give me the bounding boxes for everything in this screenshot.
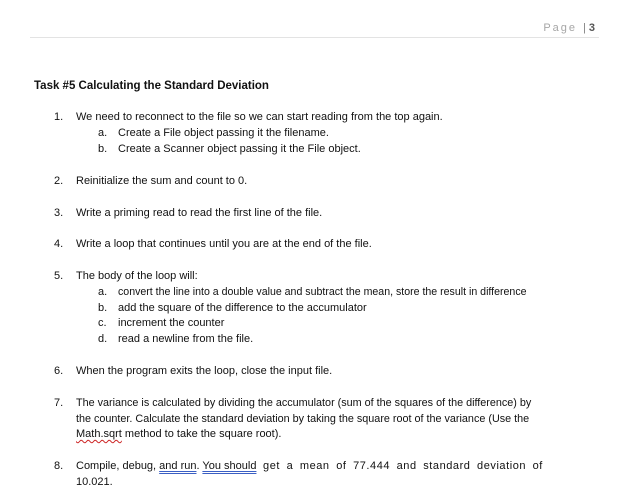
step-text: We need to reconnect to the file so we can start reading from the top again. — [76, 111, 443, 123]
code-math-sqrt: Math.sqrt — [76, 428, 122, 440]
task-title: Task #5 Calculating the Standard Deviation — [34, 80, 269, 92]
step-8-rest: get a mean of 77.444 and standard deviation of — [256, 460, 543, 472]
sub-text: convert the line into a double value and subtract the mean, store the result in difference — [118, 286, 527, 298]
step-text — [76, 459, 586, 490]
sub-letter: c. — [98, 317, 107, 329]
step-text: Reinitialize the sum and count to 0. — [76, 175, 248, 187]
step-8-period: . — [196, 460, 200, 472]
sub-text: increment the counter — [118, 317, 225, 329]
page-header — [543, 22, 595, 34]
grammar-you-should: You should — [202, 460, 257, 472]
step-text — [76, 396, 586, 443]
step-text: The body of the loop will: — [76, 270, 198, 282]
step-number: 2. — [54, 175, 64, 187]
step-number: 3. — [54, 207, 64, 219]
step-7-line-2: the counter. Calculate the standard deviation by taking the square root of the variance (Use the — [76, 412, 530, 425]
step-number: 6. — [54, 365, 64, 377]
step-7-line-1: The variance is calculated by dividing the accumulator (sum of the squares of the difference) by — [76, 397, 532, 409]
step-8-line-2: 10.021. — [76, 475, 113, 488]
grammar-and-run: and run — [159, 460, 197, 472]
step-8-line-1 — [76, 459, 586, 475]
step-text: When the program exits the loop, close the input file. — [76, 365, 333, 377]
step-number: 7. — [54, 397, 64, 409]
step-number: 4. — [54, 238, 64, 250]
sub-text: add the square of the difference to the accumulator — [118, 302, 367, 314]
step-number: 5. — [54, 270, 64, 282]
step-number: 1. — [54, 111, 64, 123]
step-7-line-3 — [76, 427, 586, 443]
page-number: 3 — [588, 22, 595, 34]
sub-letter: a. — [98, 127, 108, 139]
page-label: Page — [543, 22, 578, 34]
page-separator: | — [583, 22, 586, 34]
sub-letter: d. — [98, 333, 108, 345]
header-divider — [30, 37, 599, 38]
sub-letter: b. — [98, 302, 108, 314]
sub-text: read a newline from the file. — [118, 333, 254, 345]
step-text: Write a priming read to read the first line of the file. — [76, 207, 323, 219]
sub-text: Create a File object passing it the filename. — [118, 127, 329, 139]
sub-letter: a. — [98, 286, 108, 298]
step-number: 8. — [54, 460, 64, 472]
sub-text: Create a Scanner object passing it the File object. — [118, 143, 361, 155]
sub-letter: b. — [98, 143, 108, 155]
step-7-line-3-rest: method to take the square root). — [121, 428, 282, 440]
step-text: Write a loop that continues until you are at the end of the file. — [76, 238, 372, 250]
step-8-prefix: Compile, debug, — [76, 460, 160, 472]
